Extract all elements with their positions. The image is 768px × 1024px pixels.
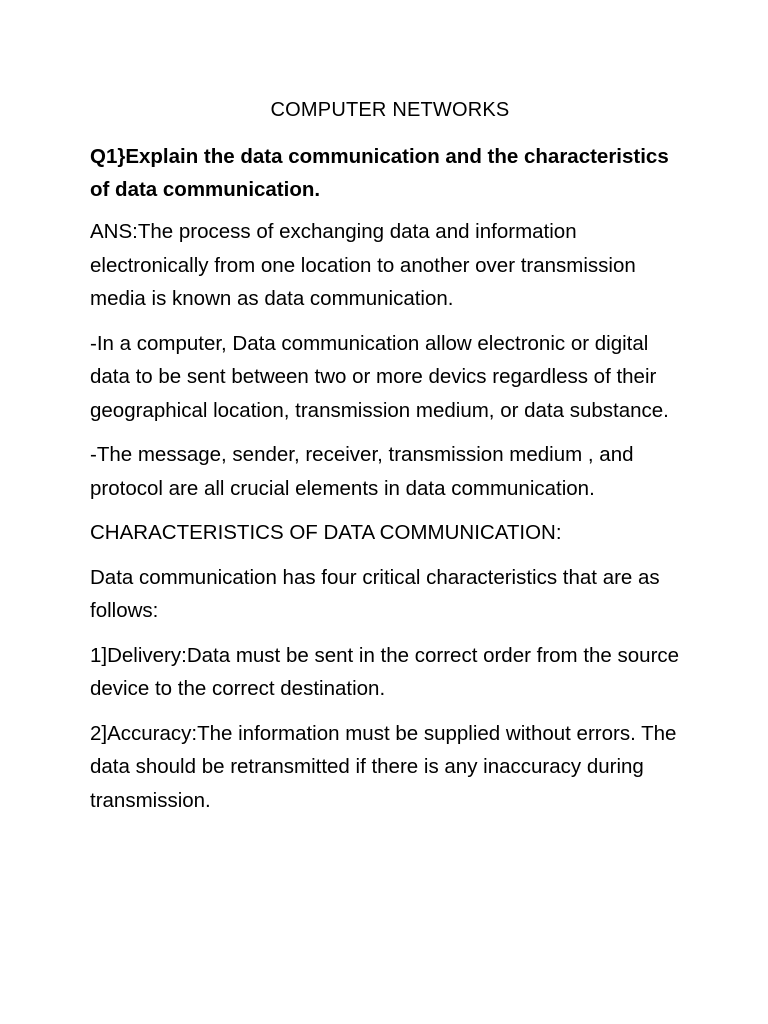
document-body [90,96,690,828]
document-title: COMPUTER NETWORKS [270,99,510,121]
characteristics-heading: CHARACTERISTICS OF DATA COMMUNICATION: [90,521,562,544]
answer-paragraph: ANS:The process of exchanging data and information electronically from one location to another over transmission media is known as data communication. [90,220,636,310]
accuracy-item: 2]Accuracy:The information must be supplied without errors. The data should be retransmitted if there is any inaccuracy during transmission. [90,721,677,812]
delivery-item: 1]Delivery:Data must be sent in the correct order from the source device to the correct destination. [90,643,680,700]
question-heading: Q1}Explain the data communication and the characteristics of data communication. [90,145,669,201]
data-communication-definition-paragraph: -In a computer, Data communication allow electronic or digital data to be sent between two or more devics regardless of their geographical location, transmission medium, or data substance. [90,331,669,422]
elements-paragraph: -The message, sender, receiver, transmission medium , and protocol are all crucial elements in data communication. [90,443,634,500]
characteristics-intro-paragraph: Data communication has four critical characteristics that are as follows: [90,565,660,622]
